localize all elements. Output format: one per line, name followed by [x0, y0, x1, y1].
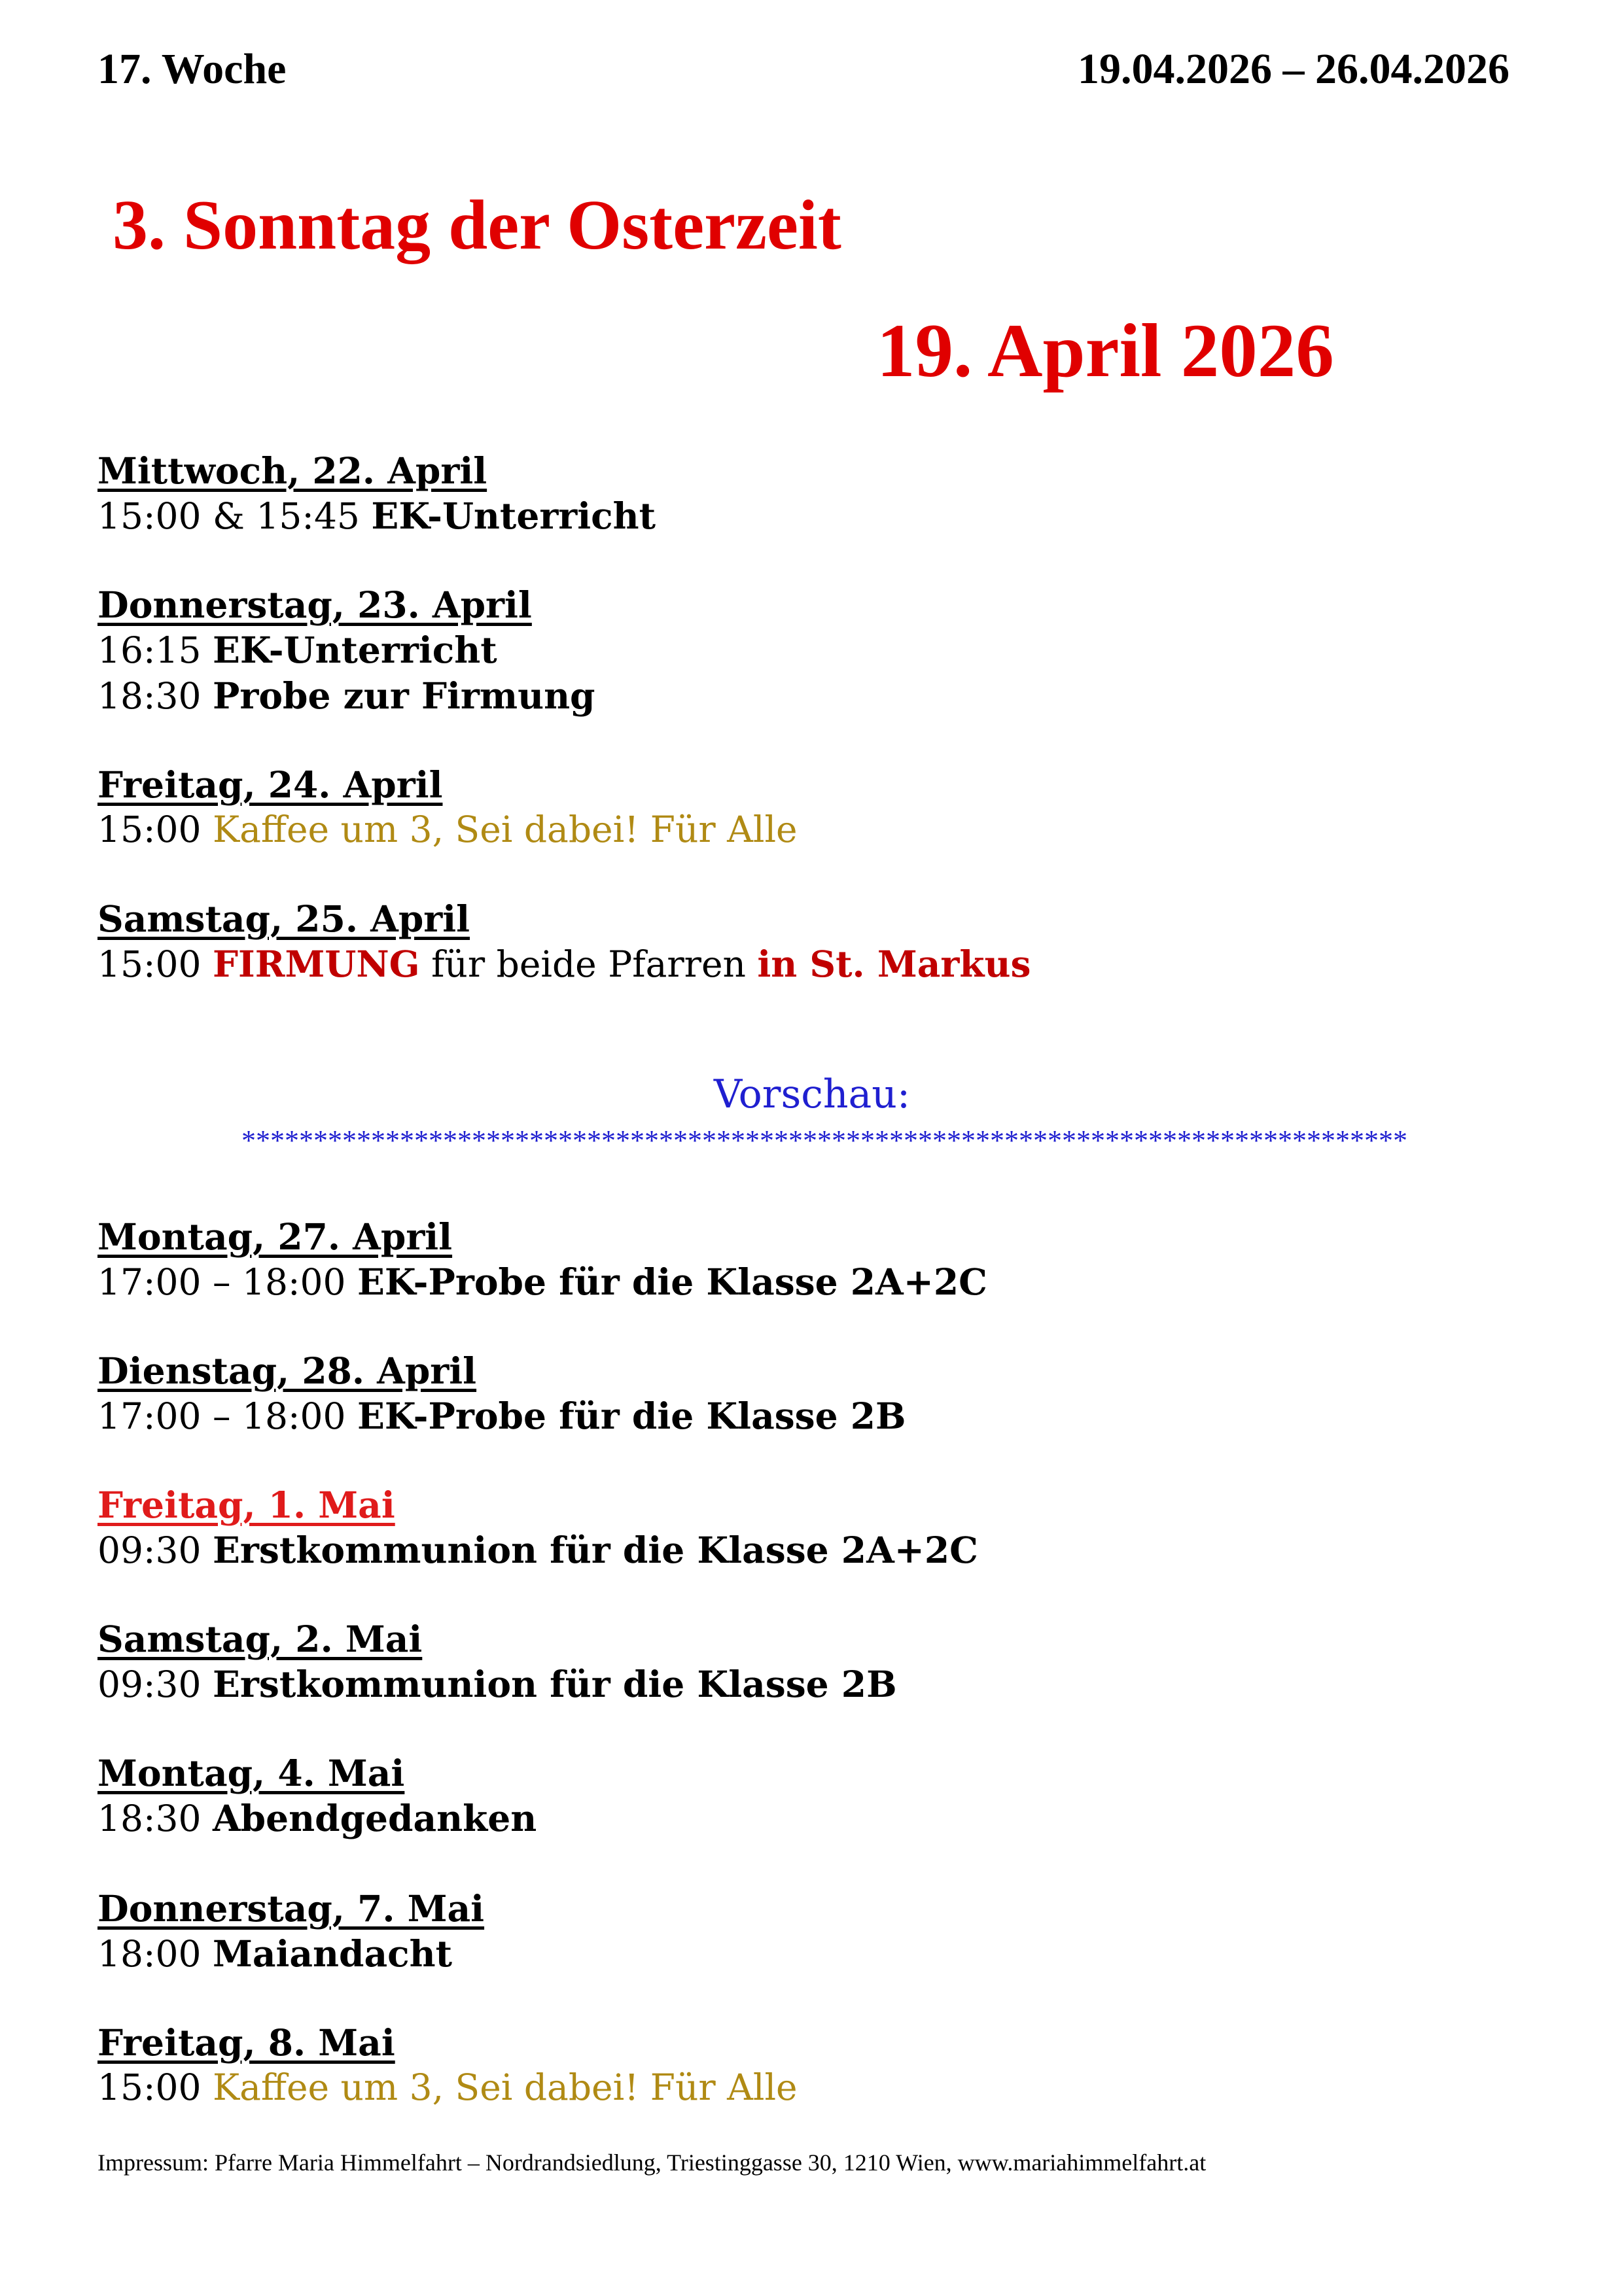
- day-heading: Mittwoch, 22. April: [97, 449, 487, 492]
- event-title: Kaffee um 3, Sei dabei! Für Alle: [213, 809, 798, 850]
- event-location: in St. Markus: [757, 943, 1031, 985]
- day-heading: Freitag, 1. Mai: [97, 1484, 395, 1526]
- day-block: [97, 1750, 537, 1841]
- day-block: [97, 582, 595, 719]
- day-heading: Freitag, 24. April: [97, 763, 443, 806]
- event-time: 17:00 – 18:00: [97, 1395, 346, 1437]
- day-block: [97, 1886, 484, 1977]
- event-title: FIRMUNG: [213, 943, 420, 985]
- day-block: [97, 1348, 906, 1439]
- event-time: 18:30: [97, 675, 202, 717]
- day-heading: Donnerstag, 23. April: [97, 583, 532, 626]
- event-line: [97, 2065, 798, 2110]
- day-block: [97, 1482, 978, 1573]
- event-title: EK-Unterricht: [213, 629, 497, 671]
- event-title: EK-Probe für die Klasse 2A+2C: [357, 1261, 987, 1303]
- event-time: 09:30: [97, 1529, 202, 1571]
- day-heading: Samstag, 25. April: [97, 897, 470, 940]
- event-time: 15:00: [97, 943, 202, 985]
- event-line: [97, 1796, 537, 1841]
- event-time: 15:00: [97, 809, 202, 850]
- day-block: [97, 448, 656, 539]
- event-time: 09:30: [97, 1663, 202, 1705]
- event-time: 15:00: [97, 2066, 202, 2108]
- event-line: [97, 1393, 906, 1439]
- event-title: Erstkommunion für die Klasse 2A+2C: [213, 1529, 978, 1571]
- sunday-date: 19. April 2026: [877, 309, 1334, 393]
- event-title: Erstkommunion für die Klasse 2B: [213, 1663, 897, 1705]
- day-block: [97, 762, 798, 852]
- event-line: [97, 807, 798, 852]
- event-line: [97, 941, 1031, 987]
- day-block: [97, 1214, 987, 1305]
- preview-divider: *********************************************************************************: [241, 1124, 1407, 1157]
- sunday-title: 3. Sonntag der Osterzeit: [113, 186, 841, 264]
- event-line: [97, 1931, 484, 1977]
- event-line: [97, 493, 656, 539]
- impressum-footer: Impressum: Pfarre Maria Himmelfahrt – Nordrandsiedlung, Triestinggasse 30, 1210 Wien, www.mariahimmelfahrt.at: [97, 2149, 1207, 2176]
- event-title: Abendgedanken: [213, 1797, 537, 1839]
- event-line: [97, 1259, 987, 1305]
- event-line: [97, 1661, 897, 1707]
- day-block: [97, 1616, 897, 1707]
- day-heading: Freitag, 8. Mai: [97, 2021, 395, 2064]
- week-date-range: 19.04.2026 – 26.04.2026: [1078, 45, 1509, 93]
- event-time: 17:00 – 18:00: [97, 1261, 346, 1303]
- event-time: 16:15: [97, 629, 202, 671]
- day-heading: Dienstag, 28. April: [97, 1349, 477, 1392]
- event-detail: für beide Pfarren: [431, 943, 746, 985]
- event-line: [97, 1527, 978, 1573]
- day-heading: Donnerstag, 7. Mai: [97, 1887, 485, 1930]
- day-heading: Montag, 27. April: [97, 1215, 453, 1258]
- day-heading: Samstag, 2. Mai: [97, 1618, 423, 1660]
- event-title: Kaffee um 3, Sei dabei! Für Alle: [213, 2066, 798, 2108]
- day-heading: Montag, 4. Mai: [97, 1752, 405, 1794]
- event-time: 15:00 & 15:45: [97, 495, 360, 537]
- day-block: [97, 2020, 798, 2110]
- event-time: 18:30: [97, 1798, 202, 1839]
- event-line: [97, 673, 595, 719]
- event-title: Maiandacht: [213, 1932, 453, 1975]
- day-block: [97, 896, 1031, 987]
- week-number: 17. Woche: [97, 45, 287, 93]
- event-line: [97, 627, 595, 673]
- preview-heading: Vorschau:: [713, 1071, 911, 1117]
- event-time: 18:00: [97, 1933, 202, 1975]
- event-title: Probe zur Firmung: [213, 674, 595, 717]
- event-title: EK-Unterricht: [371, 495, 656, 537]
- event-title: EK-Probe für die Klasse 2B: [357, 1395, 906, 1437]
